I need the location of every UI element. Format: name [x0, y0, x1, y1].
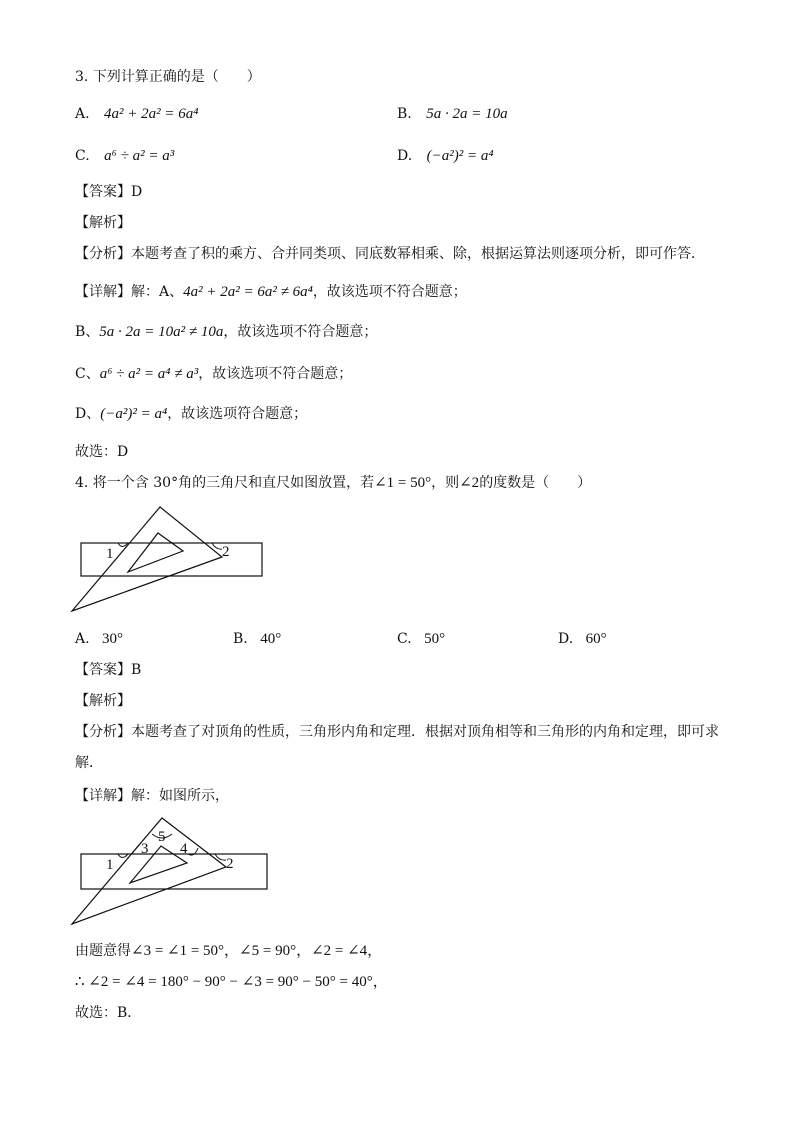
q3-answer — [75, 182, 142, 202]
fenxi-text: 本题考查了积的乘方、合并同类项、同底数幂相乘、除，根据运算法则逐项分析，即可作答． — [131, 246, 705, 262]
q3-fenxi — [75, 244, 705, 264]
q3-option-b[interactable] — [397, 104, 508, 124]
q4-choose: 故选：B． — [75, 1005, 142, 1021]
option-value: 30° — [102, 631, 124, 647]
q3-option-d[interactable] — [397, 146, 494, 166]
eq-prefix: 由题意得 — [75, 943, 131, 959]
option-letter: D. — [397, 148, 413, 164]
q4-answer — [75, 660, 141, 680]
q4-xiangjie — [75, 786, 229, 806]
triangle-inner — [130, 846, 187, 883]
math-expr: ∠3 = ∠1 = 50°，∠5 = 90°，∠2 = ∠4， — [131, 943, 383, 959]
stem-math: ∠2 — [459, 475, 480, 491]
option-letter: D. — [558, 631, 574, 647]
q3-xiangjie-a — [75, 282, 467, 302]
option-expr: 5a · 2a = 10a — [426, 106, 508, 122]
angle-label-3: 3 — [141, 841, 149, 857]
stem-text: 的度数是（ ） — [479, 475, 592, 491]
q3-xiangjie-b — [75, 322, 377, 342]
q4-eq2 — [75, 972, 388, 992]
angle-label-4: 4 — [180, 841, 188, 857]
option-expr: 4a² + 2a² = 6a⁴ — [104, 106, 199, 122]
angle-label-1: 1 — [106, 857, 114, 873]
q3-choose: 故选：D — [75, 444, 129, 460]
q3-xiangjie-d — [75, 404, 307, 424]
triangle-inner — [128, 533, 183, 572]
q4-fenxi-cont: 解． — [75, 755, 103, 771]
option-letter: B. — [233, 631, 248, 647]
q4-option-b[interactable] — [233, 629, 281, 649]
q3-stem: 3. 下列计算正确的是（ ） — [75, 69, 261, 85]
triangle-outer — [72, 818, 226, 924]
angle-label-5: 5 — [158, 829, 166, 845]
q4-option-d[interactable] — [558, 629, 607, 649]
line-text: ，故该选项不符合题意； — [312, 284, 467, 300]
q4-option-a[interactable] — [75, 629, 123, 649]
math-expr: 4a² + 2a² = 6a² ≠ 6a⁴ — [183, 284, 313, 300]
math-expr: ∴ ∠2 = ∠4 = 180° − 90° − ∠3 = 90° − 50° = 40°， — [75, 974, 388, 990]
option-letter: B. — [397, 106, 412, 122]
line-text: ，故该选项符合题意； — [167, 406, 308, 422]
stem-text: 4. 将一个含 30°角的三角尺和直尺如图放置，若 — [75, 475, 375, 491]
labeled-angle-figure — [60, 812, 280, 930]
answer-tag: 【答案】 — [75, 662, 131, 678]
angle-arc-2 — [212, 543, 222, 549]
stem-text: ，则 — [431, 475, 460, 491]
triangle-outer — [72, 507, 222, 611]
q4-analysis-tag: 【解析】 — [75, 693, 131, 709]
answer-value: B — [131, 662, 142, 678]
xiangjie-tag: 【详解】 — [75, 284, 131, 300]
q3-analysis-tag: 【解析】 — [75, 215, 131, 231]
line-prefix: B、 — [75, 324, 100, 340]
option-letter: C. — [75, 148, 90, 164]
line-prefix: C、 — [75, 366, 100, 382]
xiangjie-text: 解：如图所示， — [131, 788, 229, 804]
math-expr: 5a · 2a = 10a² ≠ 10a — [99, 324, 224, 340]
option-expr: (−a²)² = a⁴ — [426, 148, 494, 164]
xiangjie-tag: 【详解】 — [75, 788, 131, 804]
answer-tag: 【答案】 — [75, 184, 131, 200]
option-value: 60° — [585, 631, 607, 647]
option-value: 50° — [424, 631, 446, 647]
q3-option-c[interactable] — [75, 146, 174, 166]
option-letter: C. — [397, 631, 412, 647]
option-letter: A. — [75, 106, 90, 122]
angle-arc-3 — [132, 844, 140, 854]
line-prefix: D、 — [75, 406, 101, 422]
angle-label-1: 1 — [106, 546, 114, 562]
math-expr: (−a²)² = a⁴ — [100, 406, 168, 422]
angle-label-2: 2 — [226, 856, 234, 872]
q4-stem — [75, 473, 591, 493]
q3-option-a[interactable] — [75, 104, 198, 124]
q3-xiangjie-c — [75, 364, 352, 384]
q4-fenxi — [75, 722, 719, 742]
line-text: ，故该选项不符合题意； — [198, 366, 353, 382]
ruler-triangle-figure — [60, 500, 280, 615]
option-expr: a⁶ ÷ a² = a³ — [104, 148, 175, 164]
line-text: ，故该选项不符合题意； — [223, 324, 378, 340]
angle-label-2: 2 — [222, 544, 230, 560]
fenxi-text: 本题考查了对顶角的性质，三角形内角和定理．根据对顶角相等和三角形的内角和定理，即可求 — [131, 724, 719, 740]
fenxi-tag: 【分析】 — [75, 246, 131, 262]
answer-value: D — [131, 184, 143, 200]
xiangjie-intro: 解：A、 — [131, 284, 184, 300]
q4-option-c[interactable] — [397, 629, 445, 649]
option-letter: A. — [75, 631, 90, 647]
q4-eq1 — [75, 941, 382, 961]
math-expr: a⁶ ÷ a² = a⁴ ≠ a³ — [99, 366, 199, 382]
option-value: 40° — [260, 631, 282, 647]
fenxi-tag: 【分析】 — [75, 724, 131, 740]
stem-math: ∠1 = 50° — [374, 475, 432, 491]
